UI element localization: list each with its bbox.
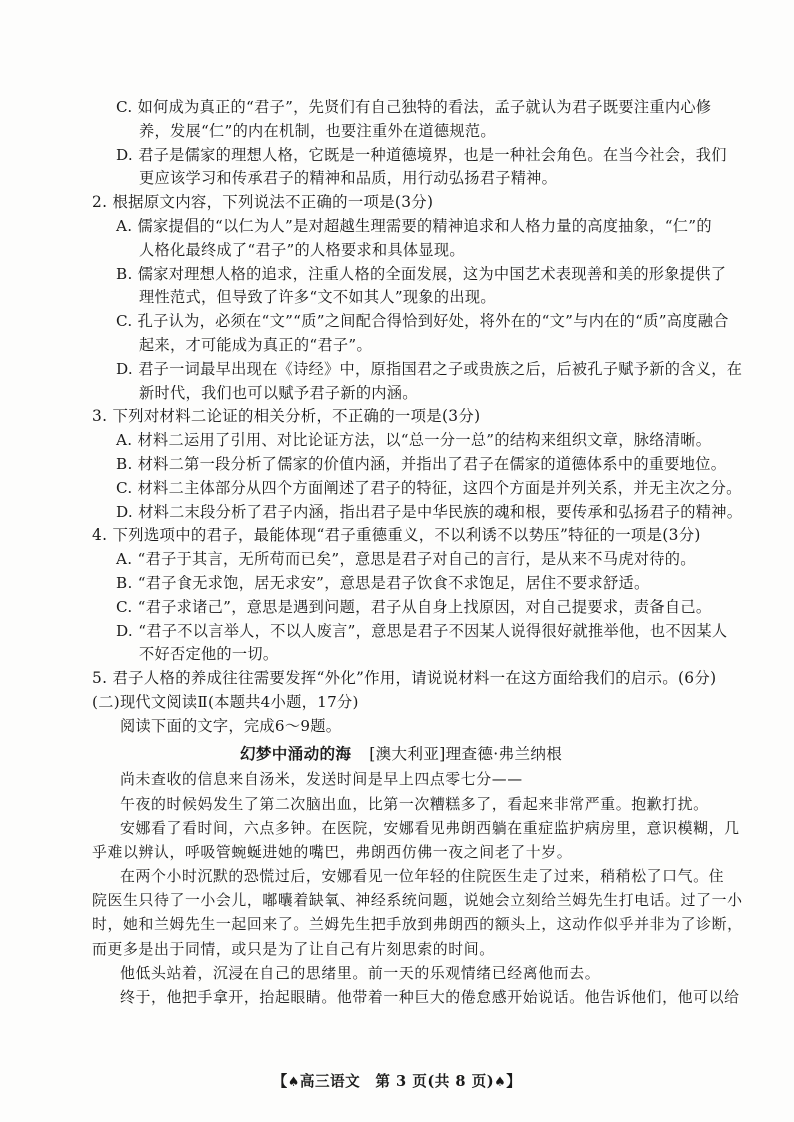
question-3-stem: 3. 下列对材料二论证的相关分析，不正确的一项是(3分): [92, 407, 481, 426]
spade-icon: ♠: [287, 1075, 300, 1090]
story-paragraph-line: 安娜看了看时间，六点多钟。在医院，安娜看见弗朗西躺在重症监护病房里，意识模糊，几: [120, 818, 740, 837]
q4-option-line: B. “君子食无求饱，居无求安”，意思是君子饮食不求饱足，居住不要求舒适。: [116, 573, 650, 592]
story-paragraph-line: 午夜的时候妈发生了第二次脑出血，比第一次糟糕多了，看起来非常严重。抱歉打扰。: [120, 794, 709, 813]
story-paragraph-line: 尚未查收的信息来自汤米，发送时间是早上四点零七分——: [120, 770, 523, 789]
q4-option-line: C. “君子求诸己”，意思是遇到问题，君子从自身上找原因，对自己提要求，责备自己。: [116, 597, 712, 616]
q2-option-line: 起来，才可能成为真正的“君子”。: [139, 335, 372, 354]
question-5-stem: 5. 君子人格的养成往往需要发挥“外化”作用，请说说材料一在这方面给我们的启示。(6分): [92, 669, 717, 688]
footer-bracket-close: 】: [506, 1073, 522, 1090]
q3-option-line: D. 材料二末段分析了君子内涵，指出君子是中华民族的魂和根，要传承和弘扬君子的精神。: [116, 502, 743, 521]
story-title: 幻梦中涌动的海: [240, 743, 352, 763]
story-paragraph-line: 院医生只待了一小会儿，嘟囔着缺氧、神经系统问题，说她会立刻给兰姆先生打电话。过了一小: [92, 891, 743, 910]
q2-option-line: C. 孔子认为，必须在“文”“质”之间配合得恰到好处，将外在的“文”与内在的“质”高度融合: [116, 312, 729, 331]
section-heading: (二)现代文阅读Ⅱ(本题共4小题，17分): [92, 692, 359, 711]
q4-option-line: A. “君子于其言，无所苟而已矣”，意思是君子对自己的言行，是从来不马虎对待的。: [116, 550, 696, 569]
story-paragraph-line: 终于，他把手拿开，抬起眼睛。他带着一种巨大的倦怠感开始说话。他告诉他们，他可以给: [120, 988, 740, 1006]
story-paragraph-line: 他低头站着，沉浸在自己的思绪里。前一天的乐观情绪已经离他而去。: [120, 963, 601, 982]
story-author: [澳大利亚]理查德·弗兰纳根: [369, 744, 563, 763]
q2-option-line: 新时代，我们也可以赋予君子新的内涵。: [139, 383, 418, 402]
q1-option-line: 更应该学习和传承君子的精神和品质，用行动弘扬君子精神。: [139, 169, 558, 188]
story-paragraph-line: 时，她和兰姆先生一起回来了。兰姆先生把手放到弗朗西的额头上，这动作似乎并非为了诊断，: [92, 915, 743, 934]
reading-instruction: 阅读下面的文字，完成6～9题。: [120, 716, 342, 735]
q3-option-line: C. 材料二主体部分从四个方面阐述了君子的特征，这四个方面是并列关系，并无主次之分。: [116, 478, 742, 497]
q2-option-line: D. 君子一词最早出现在《诗经》中，原指国君之子或贵族之后，后被孔子赋予新的含义，在: [116, 359, 743, 378]
q2-option-line: 人格化最终成了“君子”的人格要求和具体显现。: [139, 240, 465, 259]
story-paragraph-line: 在两个小时沉默的恐慌过后，安娜看见一位年轻的住院医生走了过来，稍稍松了口气。住: [120, 867, 725, 886]
story-paragraph-line: 而更多是出于同情，或只是为了让自己有片刻思索的时间。: [92, 939, 495, 958]
footer-bracket-open: 【: [272, 1073, 288, 1090]
page-content: [88, 96, 743, 1009]
q3-option-line: B. 材料二第一段分析了儒家的价值内涵，并指出了君子在儒家的道德体系中的重要地位。: [116, 454, 727, 473]
q2-option-line: B. 儒家对理想人格的追求，注重人格的全面发展，这为中国艺术表现善和美的形象提供了: [116, 264, 727, 283]
story-paragraph-line: 乎难以辨认，呼吸管蜿蜒进她的嘴巴，弗朗西仿佛一夜之间老了十岁。: [92, 842, 573, 861]
q2-option-line: 理性范式，但导致了许多“文不如其人”现象的出现。: [139, 288, 496, 307]
q4-option-line: D. “君子不以言举人，不以人废言”，意思是君子不因某人说得很好就推举他，也不因某人: [116, 621, 728, 640]
story-title-line: [88, 742, 728, 766]
question-2-stem: 2. 根据原文内容，下列说法不正确的一项是(3分): [92, 193, 434, 212]
footer-text: 高三语文 第 3 页(共 8 页): [299, 1073, 495, 1090]
q1-option-line: 养，发展“仁”的内在机制，也要注重外在道德规范。: [139, 121, 496, 140]
q3-option-line: A. 材料二运用了引用、对比论证方法，以“总一分一总”的结构来组织文章，脉络清晰。: [116, 431, 712, 450]
page-footer: [0, 1070, 794, 1091]
q1-option-line: D. 君子是儒家的理想人格，它既是一种道德境界，也是一种社会角色。在当今社会，我们: [116, 145, 727, 164]
q2-option-line: A. 儒家提倡的“以仁为人”是对超越生理需要的精神追求和人格力量的高度抽象，“仁”的: [116, 216, 712, 235]
q1-option-line: C. 如何成为真正的“君子”，先贤们有自己独特的看法，孟子就认为君子既要注重内心修: [116, 98, 712, 116]
q4-option-line: 不好否定他的一切。: [139, 645, 279, 664]
question-4-stem: 4. 下列选项中的君子，最能体现“君子重德重义，不以利诱不以势压”特征的一项是(3分): [92, 526, 701, 545]
spade-icon: ♠: [494, 1075, 507, 1090]
